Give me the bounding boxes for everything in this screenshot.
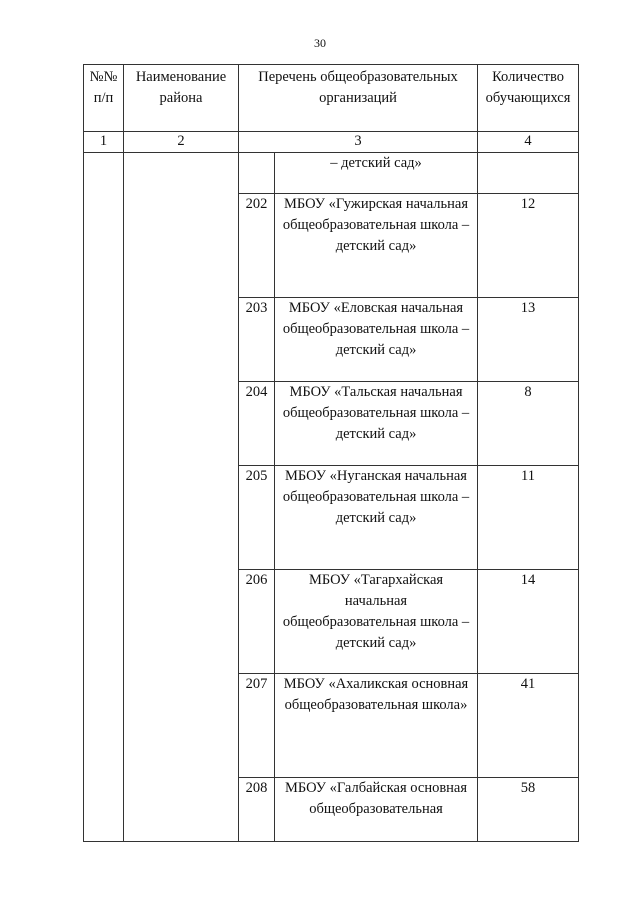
header-student-count: Количество обучающихся bbox=[478, 65, 579, 132]
student-count: 41 bbox=[478, 674, 579, 778]
header-number: №№ п/п bbox=[84, 65, 124, 132]
student-count: 14 bbox=[478, 570, 579, 674]
district-merged-cell bbox=[124, 153, 239, 842]
school-name: МБОУ «Ахаликская основная общеобразовательная школа» bbox=[275, 674, 478, 778]
school-number: 206 bbox=[239, 570, 275, 674]
row-number-merged-cell bbox=[84, 153, 124, 842]
school-number: 204 bbox=[239, 382, 275, 466]
column-number: 3 bbox=[239, 132, 478, 153]
page-number: 30 bbox=[314, 36, 326, 50]
schools-table bbox=[83, 64, 579, 842]
school-name: МБОУ «Тагархайская начальная общеобразовательная школа – детский сад» bbox=[275, 570, 478, 674]
header-organizations: Перечень общеобразовательных организаций bbox=[239, 65, 478, 132]
school-number: 202 bbox=[239, 194, 275, 298]
school-number: 205 bbox=[239, 466, 275, 570]
school-name: МБОУ «Гужирская начальная общеобразовательная школа – детский сад» bbox=[275, 194, 478, 298]
school-name: МБОУ «Галбайская основная общеобразовательная bbox=[275, 778, 478, 842]
column-number: 2 bbox=[124, 132, 239, 153]
student-count: 58 bbox=[478, 778, 579, 842]
header-district: Наименование района bbox=[124, 65, 239, 132]
continuation-row bbox=[84, 153, 579, 194]
school-number: 203 bbox=[239, 298, 275, 382]
school-number: 208 bbox=[239, 778, 275, 842]
student-count: 12 bbox=[478, 194, 579, 298]
school-name: МБОУ «Нуганская начальная общеобразовательная школа – детский сад» bbox=[275, 466, 478, 570]
column-number: 1 bbox=[84, 132, 124, 153]
column-number-row bbox=[84, 132, 579, 153]
column-number: 4 bbox=[478, 132, 579, 153]
school-name: МБОУ «Еловская начальная общеобразовательная школа – детский сад» bbox=[275, 298, 478, 382]
student-count: 8 bbox=[478, 382, 579, 466]
continuation-number-cell bbox=[239, 153, 275, 194]
table-header-row bbox=[84, 65, 579, 132]
continuation-count-cell bbox=[478, 153, 579, 194]
continuation-text: – детский сад» bbox=[275, 153, 478, 194]
school-name: МБОУ «Тальская начальная общеобразовательная школа – детский сад» bbox=[275, 382, 478, 466]
student-count: 11 bbox=[478, 466, 579, 570]
school-number: 207 bbox=[239, 674, 275, 778]
student-count: 13 bbox=[478, 298, 579, 382]
